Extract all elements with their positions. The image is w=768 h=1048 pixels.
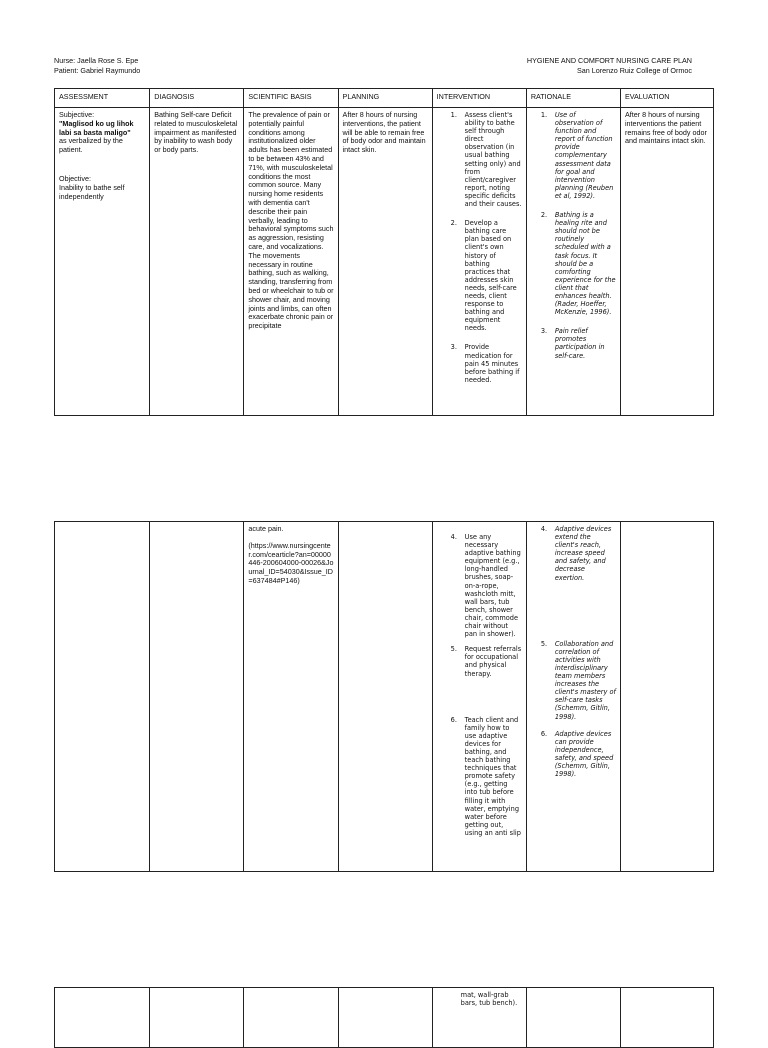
subjective-label: Subjective: [59, 110, 95, 119]
evaluation-cell [620, 108, 713, 416]
intervention-cell [432, 522, 526, 872]
column-header-row [55, 89, 714, 108]
col-header-intervention: INTERVENTION [432, 89, 526, 108]
intervention-item: 3. Provide medication for pain 45 minutes before bathing if needed. [450, 343, 520, 384]
rationale-item: 4. Adaptive devices extend the client's reach, increase speed and safety, and decrease exertion. [540, 525, 612, 582]
rationale-cell [526, 108, 620, 416]
planning-cell [338, 522, 432, 872]
rationale-item: 1. Use of observation of function and report of function provide complementary assessment data for goal and intervention planning (Reuben et al, 1992). [540, 111, 614, 200]
scientific-basis-text: The prevalence of pain or potentially painful conditions among institutionalized older adults has been estimated to be between 43% and 71%, with musculoskeletal conditions the most common source. Many nursing home residents with dementia can't describe their pain verbally, leading to behavioral symptoms such as aggression, resisting care, and vocalizations. The movements necessary in routine bathing, such as walking, standing, transferring from bed or wheelchair to tub or shower chair, and moving joints and limbs, can often exacerbate chronic pain or precipitate [248, 110, 334, 331]
intervention-item: 2. Develop a bathing care plan based on client's own history of bathing practices that addresses skin needs, self-care needs, client response to bathing and equipment needs. [450, 219, 517, 333]
care-plan-table-page-2 [54, 521, 714, 872]
planning-cell [338, 988, 432, 1048]
intervention-list [437, 111, 522, 384]
rationale-item: 3. Pain relief promotes participation in self-care. [540, 327, 605, 360]
subjective-quote: "Maglisod ko ug lihok labi sa basta maligo" [59, 118, 134, 137]
intervention-item: 4. Use any necessary adaptive bathing equipment (e.g., long-handled brushes, soap-on-a-rope, washcloth mitt, wall bars, tub bench, shower chair, commode chair without pan in shower). [450, 533, 521, 639]
plan-title: HYGIENE AND COMFORT NURSING CARE PLAN [526, 56, 692, 65]
rationale-list [531, 111, 616, 360]
rationale-cell [526, 522, 620, 872]
planning-text: After 8 hours of nursing interventions, the patient will be able to remain free of body odor and maintain intact skin. [342, 110, 426, 155]
care-plan-row [55, 522, 714, 872]
intervention-continuation: mat, wall-grab bars, tub bench). [460, 991, 518, 1008]
objective-label: Objective: [59, 173, 91, 183]
evaluation-cell [620, 522, 713, 872]
objective-text: Inability to bathe self independently [59, 182, 125, 201]
care-plan-row [55, 988, 714, 1048]
planning-cell [338, 108, 432, 416]
intervention-item: 1. Assess client's ability to bathe self through direct observation (in usual bathing setting only) and from client/caregiver report, noting specific deficits and their causes. [450, 111, 522, 209]
diagnosis-text: Bathing Self-care Deficit related to musculoskeletal impairment as manifested by inability to wash body or body parts. [154, 110, 238, 155]
intervention-cell [432, 988, 526, 1048]
college-name: San Lorenzo Ruiz College of Ormoc [576, 66, 692, 75]
assessment-cell [55, 522, 150, 872]
care-plan-row [55, 108, 714, 416]
care-plan-table-page-1 [54, 88, 714, 416]
rationale-item: 2. Bathing is a healing rite and should not be routinely scheduled with a task focus. It should be a comforting experience for the client that enhances health. (Rader, Hoeffer, McKenzie, 1996). [540, 211, 616, 317]
nurse-name: Nurse: Jaella Rose S. Epe [54, 56, 139, 65]
rationale-cell [526, 988, 620, 1048]
intervention-cell [432, 108, 526, 416]
assessment-cell [55, 988, 150, 1048]
patient-name: Patient: Gabriel Raymundo [54, 66, 141, 75]
rationale-list [531, 525, 616, 778]
scientific-basis-cell [244, 522, 338, 872]
reference-link[interactable]: (https://www.nursingcenter.com/cearticle?an=00000446-200604000-00026&Journal_ID=54030&Issue_ID=637484#P146) [248, 540, 334, 585]
scientific-basis-cell [244, 108, 338, 416]
assessment-cell [55, 108, 150, 416]
verbalized-note: as verbalized by the patient. [59, 136, 123, 155]
evaluation-cell [620, 988, 713, 1048]
intervention-item: 5. Request referrals for occupational and physical therapy. [450, 645, 522, 678]
col-header-planning: PLANNING [338, 89, 432, 108]
col-header-assessment: ASSESSMENT [55, 89, 150, 108]
diagnosis-cell [150, 988, 244, 1048]
col-header-scientific-basis: SCIENTIFIC BASIS [244, 89, 338, 108]
diagnosis-cell [150, 522, 244, 872]
col-header-rationale: RATIONALE [526, 89, 620, 108]
intervention-item: 6. Teach client and family how to use adaptive devices for bathing, and teach bathing techniques that promote safety (e.g., getting into tub before filling it with water, emptying water before getting out, using an anti slip [450, 715, 521, 837]
rationale-item: 5. Collaboration and correlation of activities with interdisciplinary team members increases the client's mastery of self-care tasks (Schemm, Gitlin, 1998). [540, 639, 616, 721]
scientific-basis-cell [244, 988, 338, 1048]
intervention-list [437, 533, 522, 837]
col-header-evaluation: EVALUATION [620, 89, 713, 108]
diagnosis-cell [150, 108, 244, 416]
scientific-basis-text: acute pain. [248, 524, 284, 533]
col-header-diagnosis: DIAGNOSIS [150, 89, 244, 108]
evaluation-text: After 8 hours of nursing interventions the patient remains free of body odor and maintains intact skin. [624, 110, 707, 146]
rationale-item: 6. Adaptive devices can provide independence, safety, and speed (Schemm, Gitlin, 1998). [540, 729, 614, 779]
care-plan-table-page-3 [54, 987, 714, 1048]
